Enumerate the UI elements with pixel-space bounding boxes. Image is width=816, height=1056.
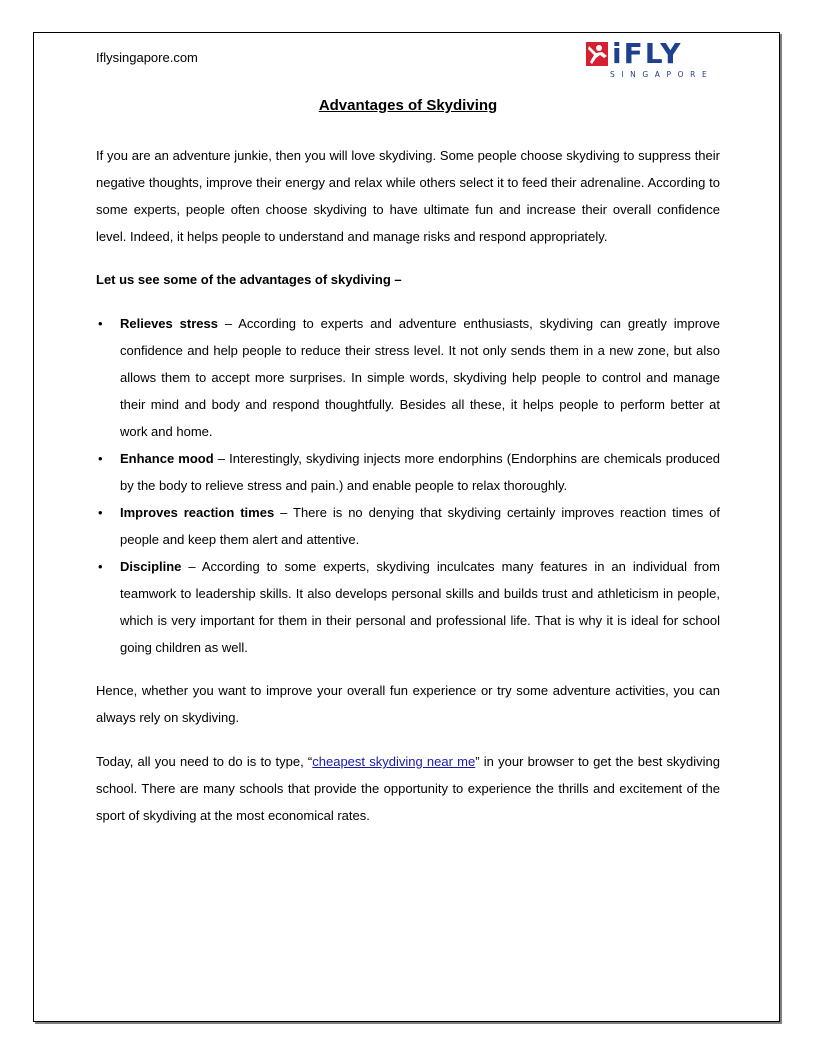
cheapest-skydiving-link[interactable]: cheapest skydiving near me <box>312 754 476 769</box>
advantage-term: Relieves stress <box>120 316 218 331</box>
logo-word: iFLY <box>612 37 683 70</box>
list-item <box>98 553 720 661</box>
final-text-before: Today, all you need to do is to type, “ <box>96 754 313 769</box>
list-lead: Let us see some of the advantages of skydiving – <box>96 272 402 287</box>
bullet-icon: • <box>98 559 103 574</box>
advantage-text: – According to some experts, skydiving inculcates many features in an individual from teamwork to leadership skills. It also develops personal skills and builds trust and athleticism in people, which is very important for them in their personal and professional life. That is why it is ideal for school going children as well. <box>120 559 720 655</box>
final-text-after: ” in your browser to get the best skydiving school. There are many schools that provide the opportunity to experience the thrills and excitement of the sport of skydiving at the most economical rates. <box>96 754 720 823</box>
advantage-term: Improves reaction times <box>120 505 275 520</box>
logo-subtitle: SINGAPORE <box>610 70 714 79</box>
intro-paragraph: If you are an adventure junkie, then you will love skydiving. Some people choose skydiving to suppress their negative thoughts, improve their energy and relax while others select it to feed their adrenaline. According to some experts, people often choose skydiving to have ultimate fun and increase their overall confidence level. Indeed, it helps people to understand and manage risks and respond appropriately. <box>96 148 720 244</box>
bullet-icon: • <box>98 451 103 466</box>
advantage-text: – According to experts and adventure enthusiasts, skydiving can greatly improve confidence and help people to reduce their stress level. It not only sends them in a new zone, but also allows them to accept more surprises. In simple words, skydiving help people to control and manage their mind and body and respond thoughtfully. Besides all these, it helps people to perform better at work and home. <box>120 316 720 439</box>
advantage-term: Discipline <box>120 559 182 574</box>
article-body <box>96 142 720 829</box>
skydiver-icon <box>586 40 612 70</box>
advantage-text: – There is no denying that skydiving certainly improves reaction times of people and keep them alert and attentive. <box>120 505 720 547</box>
ifly-singapore-logo <box>586 37 716 82</box>
list-item <box>98 445 720 499</box>
bullet-icon: • <box>98 505 103 520</box>
site-url: Iflysingapore.com <box>96 50 198 65</box>
advantage-term: Enhance mood <box>120 451 214 466</box>
page-title: Advantages of Skydiving <box>318 97 498 114</box>
advantages-list <box>96 310 720 661</box>
list-item <box>98 499 720 553</box>
final-paragraph <box>96 748 720 829</box>
list-item <box>98 310 720 445</box>
advantage-text: – Interestingly, skydiving injects more endorphins (Endorphins are chemicals produced by the body to relieve stress and pain.) and enable people to relax thoroughly. <box>120 451 720 493</box>
bullet-icon: • <box>98 316 103 331</box>
conclusion-paragraph: Hence, whether you want to improve your overall fun experience or try some adventure activities, you can always rely on skydiving. <box>96 683 720 725</box>
